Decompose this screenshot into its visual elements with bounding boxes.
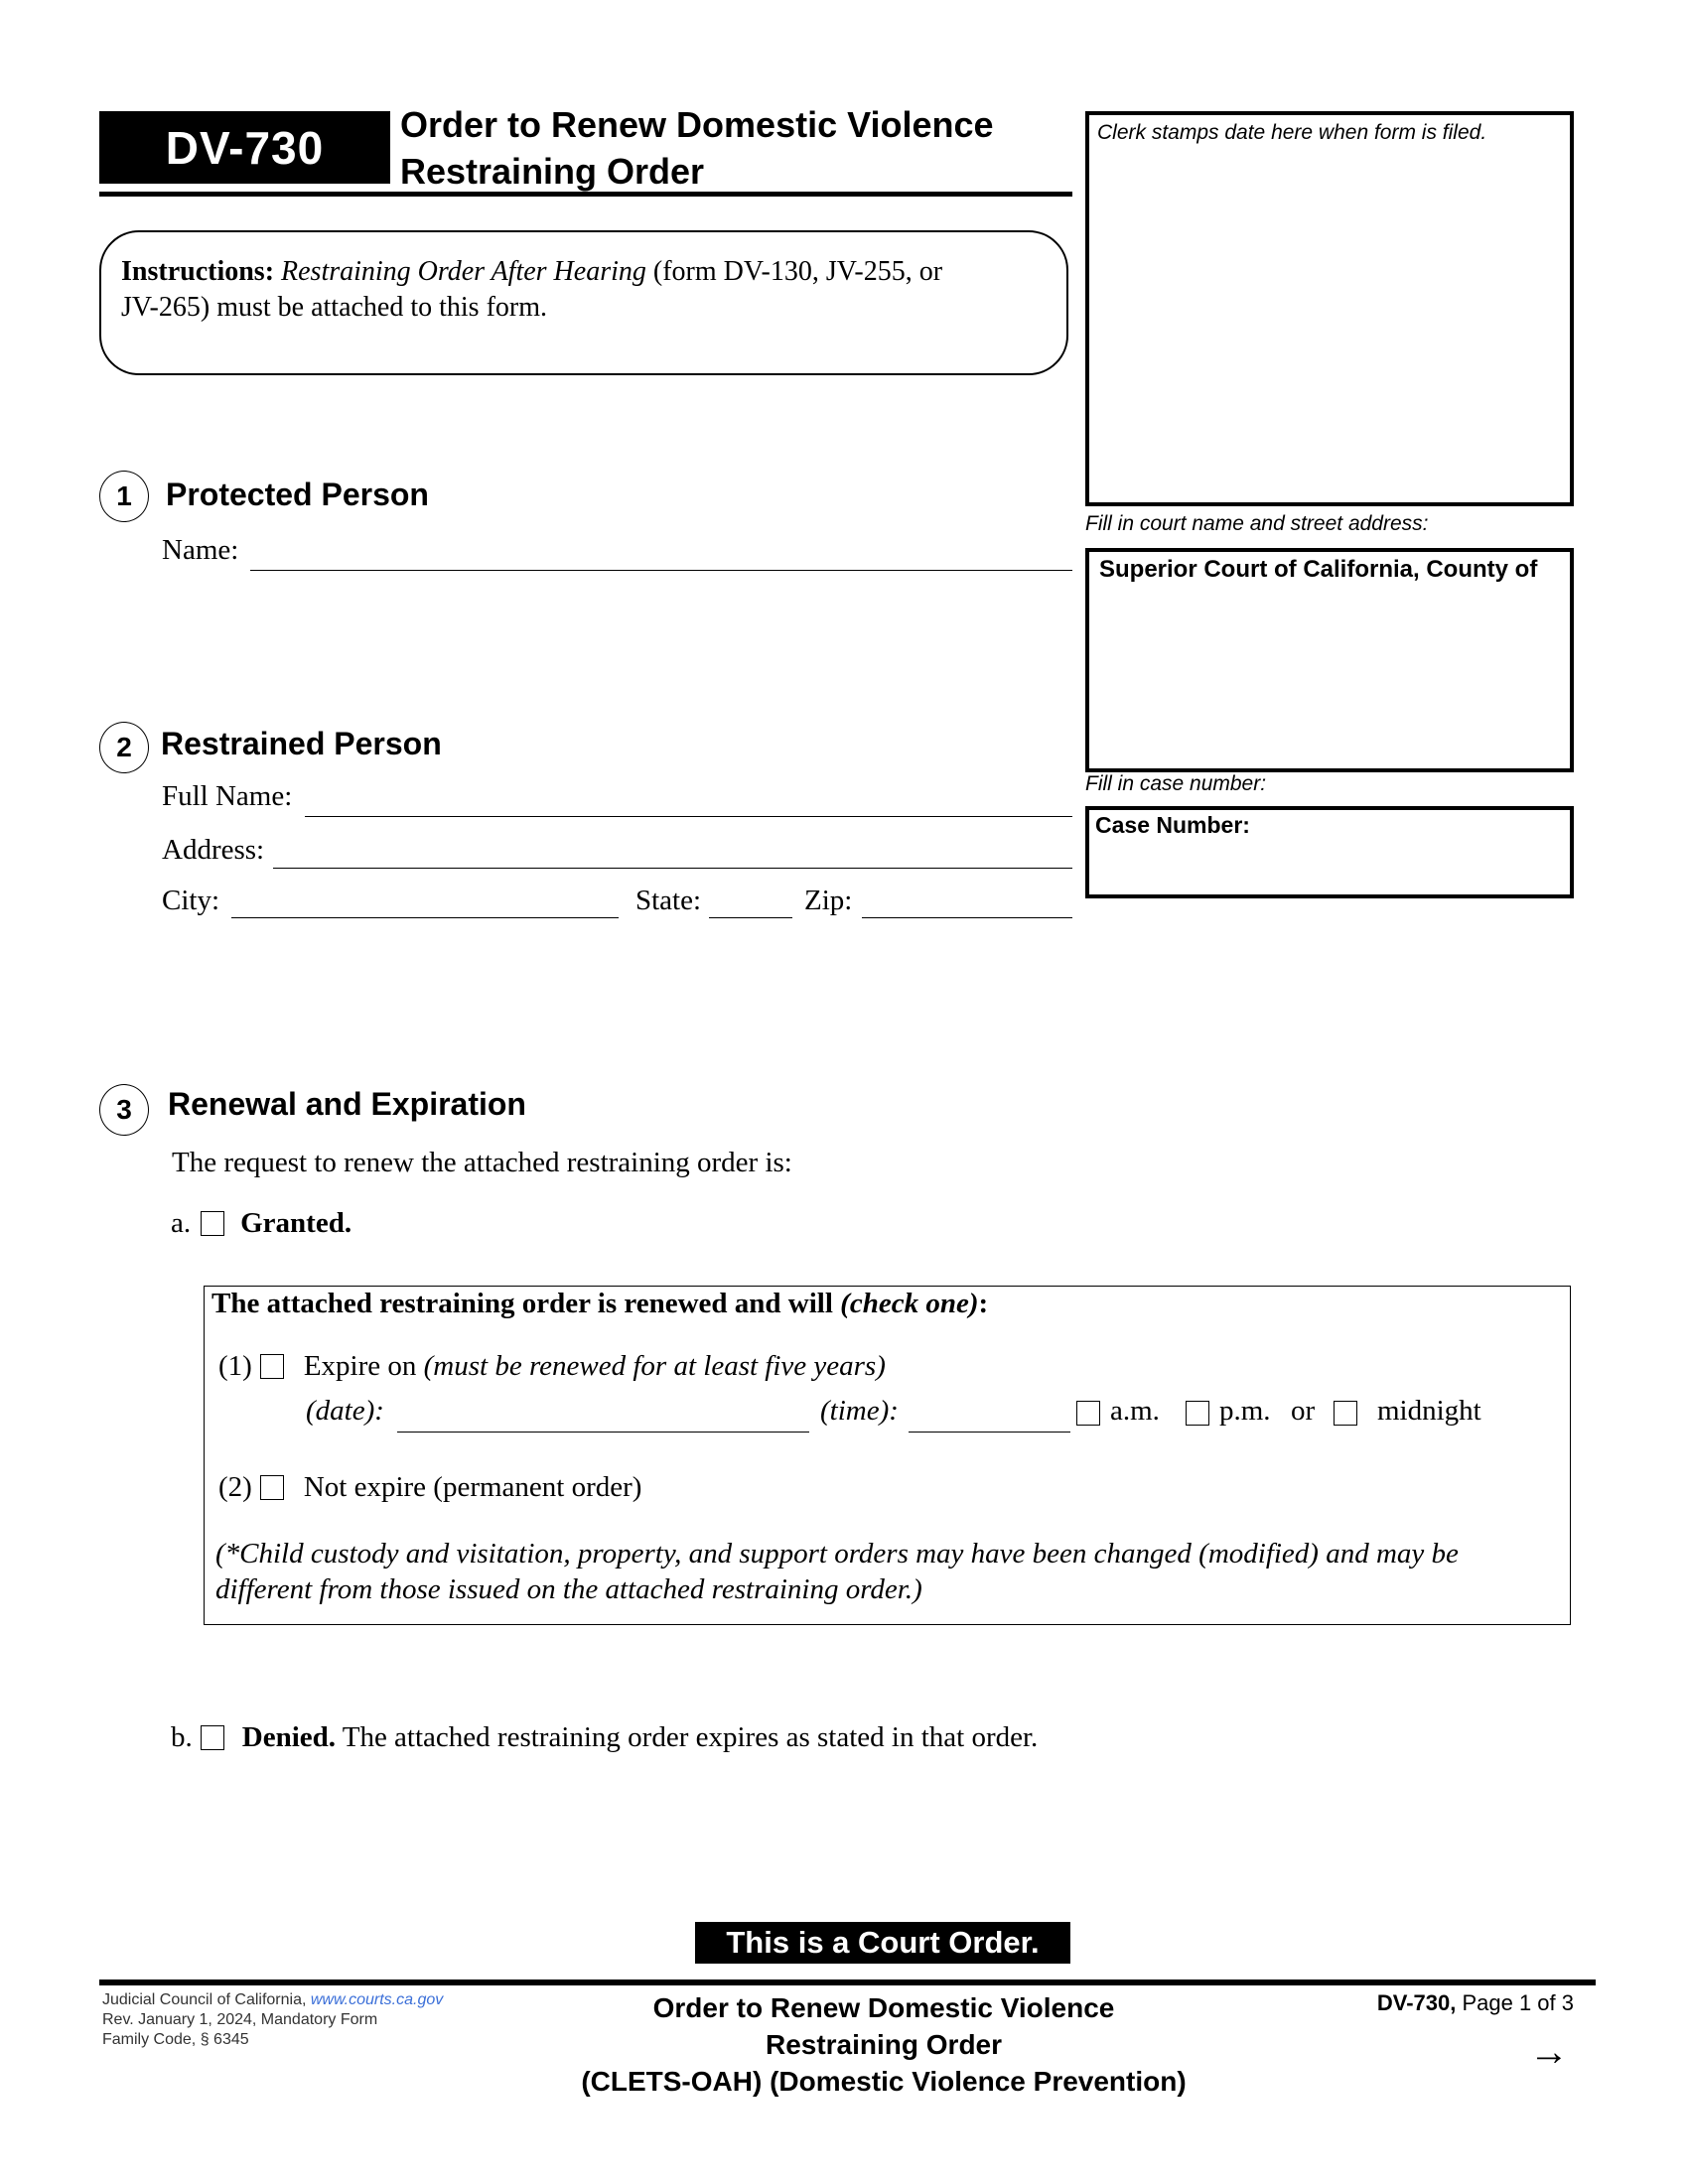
instructions-form-name: Restraining Order After Hearing [281,256,646,287]
page-indicator [1291,1990,1574,2016]
denied-label: Denied. [241,1721,336,1753]
option-not-expire [218,1471,641,1504]
instructions-text-2: JV-265) must be attached to this form. [121,292,548,323]
time-label: (time): [820,1395,899,1427]
am-checkbox[interactable] [1076,1401,1100,1426]
header-divider [99,192,1072,197]
renewal-box-heading-text: The attached restraining order is renewed and will [211,1288,841,1319]
instructions-label: Instructions: [121,256,275,287]
courts-website-link[interactable]: www.courts.ca.gov [310,1991,444,2008]
option-granted [171,1207,352,1240]
not-expire-checkbox[interactable] [260,1475,284,1500]
option-expire-on [218,1350,886,1383]
section-2-number [99,722,149,773]
section-3-number [99,1084,149,1136]
footer-info [102,1990,443,2050]
footer-title-line1: Order to Renew Domestic Violence [652,1992,1115,2023]
not-expire-label: Not expire (permanent order) [303,1471,642,1503]
form-title-line2: Restraining Order [400,151,705,192]
date-label: (date): [306,1395,384,1427]
case-number-label: Case Number: [1095,812,1250,838]
option-denied [171,1721,1038,1754]
protected-name-field[interactable] [250,570,1072,571]
option-b-marker: b. [171,1721,193,1753]
pm-label: p.m. [1219,1395,1271,1427]
name-label: Name: [162,534,239,566]
form-title-line1: Order to Renew Domestic Violence [400,104,994,145]
council-text: Judicial Council of California, [102,1991,311,2008]
state-label: State: [635,885,702,916]
section-3-heading: Renewal and Expiration [168,1086,526,1122]
clerk-stamp-note: Clerk stamps date here when form is filed. [1097,121,1487,144]
check-one-hint: (check one) [840,1288,979,1319]
midnight-checkbox[interactable] [1334,1401,1357,1426]
section-1-number [99,471,149,522]
denied-description: The attached restraining order expires as stated in that order. [336,1721,1039,1753]
family-code: Family Code, § 6345 [102,2031,249,2048]
footer-title-line2: Restraining Order [765,2029,1003,2060]
restrained-full-name-field[interactable] [305,816,1072,817]
next-page-arrow-icon[interactable]: → [1529,2030,1569,2074]
section-1-heading: Protected Person [166,477,429,512]
case-caption: Fill in case number: [1085,772,1267,795]
custody-note [215,1536,1566,1607]
section-number: 1 [116,480,132,511]
restrained-city-field[interactable] [231,917,619,918]
colon: : [978,1288,989,1319]
midnight-label: midnight [1377,1395,1481,1427]
custody-note-line1: (*Child custody and visitation, property, and support orders may have been changed (modified) and may be [215,1538,1459,1570]
expire-on-text: Expire on [303,1350,424,1382]
option-a-marker: a. [171,1207,192,1239]
am-label: a.m. [1110,1395,1160,1427]
form-title [400,101,994,195]
revision-date: Rev. January 1, 2024, Mandatory Form [102,2011,378,2028]
or-label: or [1291,1395,1316,1427]
footer-form-id: DV-730, [1376,1990,1457,2015]
court-order-text: This is a Court Order. [726,1925,1040,1960]
instructions-box [99,230,1068,375]
footer-title-line3: (CLETS-OAH) (Domestic Violence Prevention) [581,2066,1187,2097]
form-id-badge [99,111,390,184]
denied-checkbox[interactable] [201,1725,224,1750]
denied-text [242,1721,1039,1754]
expire-time-field[interactable] [909,1432,1070,1433]
court-prefill: Superior Court of California, County of [1099,556,1538,583]
form-id: DV-730 [165,121,325,174]
city-label: City: [162,885,220,916]
clerk-stamp-box [1085,111,1574,506]
renewal-intro: The request to renew the attached restraining order is: [172,1147,792,1178]
zip-label: Zip: [804,885,853,916]
granted-label: Granted. [240,1207,352,1239]
pm-checkbox[interactable] [1186,1401,1209,1426]
section-2-heading: Restrained Person [161,726,442,761]
court-caption: Fill in court name and street address: [1085,512,1429,535]
expire-on-checkbox[interactable] [260,1354,284,1379]
instructions-text: (form DV-130, JV-255, or [645,256,943,287]
court-name-field[interactable] [1085,548,1574,772]
restrained-address-field[interactable] [273,868,1072,869]
granted-checkbox[interactable] [201,1211,224,1236]
option-1-marker: (1) [218,1350,252,1382]
restrained-zip-field[interactable] [862,917,1072,918]
option-2-marker: (2) [218,1471,252,1503]
case-number-field[interactable] [1085,806,1574,898]
full-name-label: Full Name: [162,780,293,812]
court-order-badge [695,1922,1070,1964]
expire-on-hint: (must be renewed for at least five years) [423,1350,886,1382]
restrained-state-field[interactable] [709,917,792,918]
expire-date-field[interactable] [397,1432,809,1433]
expire-on-label [304,1350,886,1383]
footer-title [556,1989,1211,2100]
section-number: 2 [116,732,132,762]
renewal-box-heading [211,1288,988,1320]
footer-divider [99,1979,1596,1985]
address-label: Address: [162,834,265,866]
custody-note-line2: different from those issued on the attached restraining order.) [215,1573,922,1605]
page-number: Page 1 of 3 [1456,1990,1574,2015]
section-number: 3 [116,1094,132,1125]
